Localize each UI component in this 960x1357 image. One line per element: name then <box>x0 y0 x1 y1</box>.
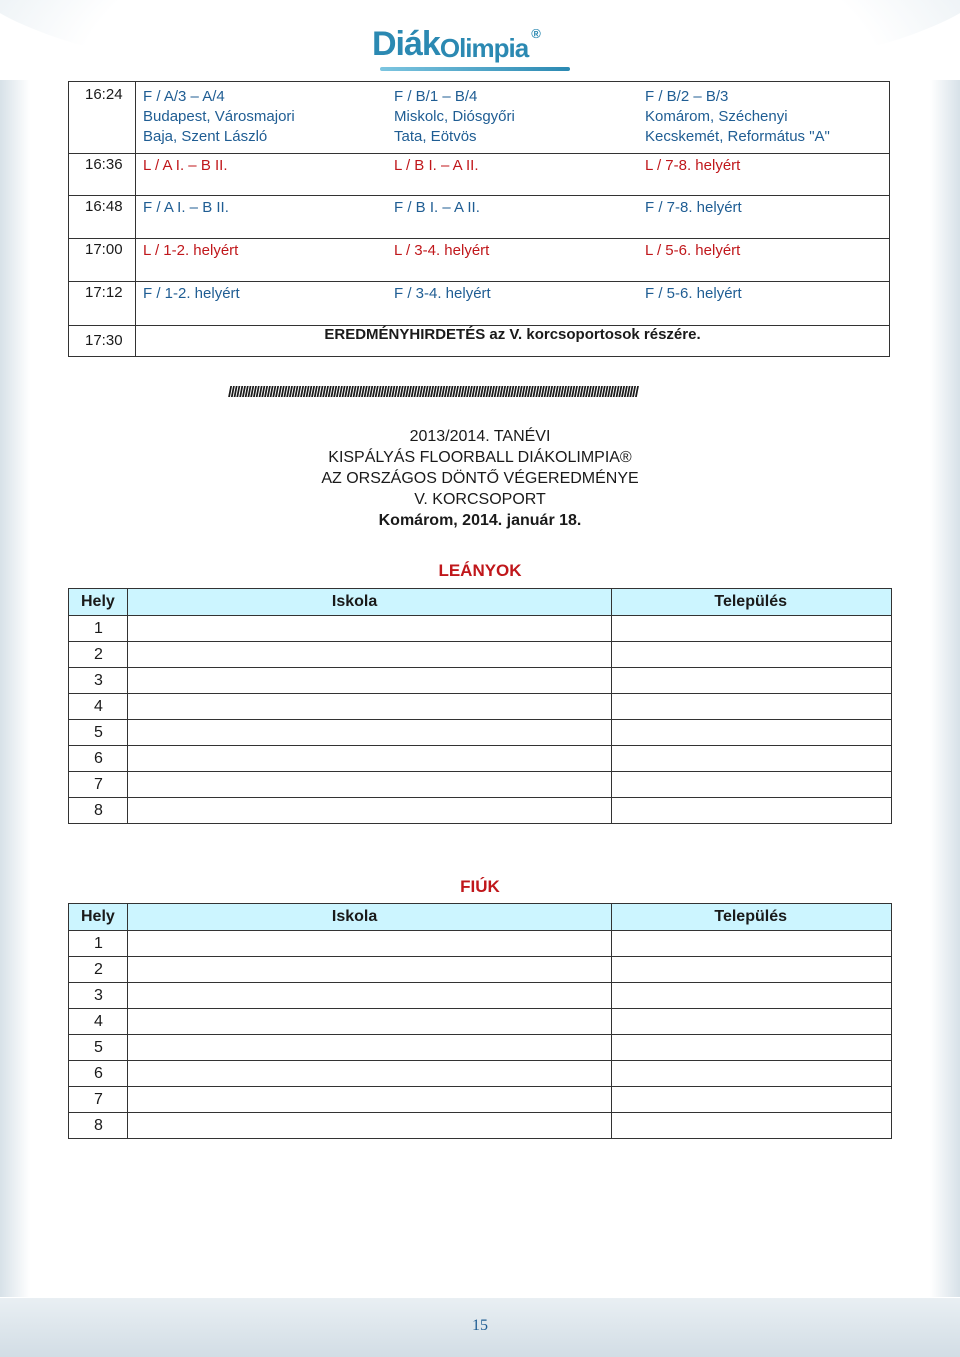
table-row <box>69 798 892 824</box>
table-row <box>69 642 892 668</box>
girls-header-row <box>69 589 892 616</box>
heading-place-date: Komárom, 2014. január 18. <box>378 512 582 529</box>
town-cell <box>612 957 892 983</box>
town-cell <box>612 798 892 824</box>
schedule-table <box>68 81 890 357</box>
place-cell: 5 <box>69 1035 128 1061</box>
school-cell <box>127 642 611 668</box>
schedule-time: 17:00 <box>69 239 136 282</box>
table-row <box>69 931 892 957</box>
town-cell <box>612 983 892 1009</box>
diakolimpia-logo <box>372 24 540 64</box>
match-cell <box>136 198 387 218</box>
school-cell <box>127 1087 611 1113</box>
schedule-matches <box>136 282 890 326</box>
school-cell <box>127 957 611 983</box>
match-cell <box>136 284 387 304</box>
place-cell: 4 <box>69 694 128 720</box>
place-cell: 2 <box>69 642 128 668</box>
schedule-row <box>69 282 890 326</box>
place-cell: 6 <box>69 746 128 772</box>
match-cell <box>136 241 387 261</box>
logo-part-b: O <box>439 33 460 63</box>
place-cell: 4 <box>69 1009 128 1035</box>
match-line: F / B/2 – B/3 <box>645 88 729 105</box>
logo-part-a: Diák <box>372 25 440 63</box>
right-decor-band <box>930 80 960 1297</box>
table-row <box>69 772 892 798</box>
match-cell <box>387 284 638 304</box>
schedule-time: 16:24 <box>69 82 136 154</box>
header-school: Iskola <box>127 589 611 616</box>
table-row <box>69 668 892 694</box>
school-cell <box>127 694 611 720</box>
match-cell <box>387 241 638 261</box>
schedule-row <box>69 196 890 239</box>
match-line: Miskolc, Diósgyőri <box>394 108 515 125</box>
match-line: Tata, Eötvös <box>394 128 477 145</box>
match-line: Kecskemét, Református "A" <box>645 128 830 145</box>
town-cell <box>612 720 892 746</box>
school-cell <box>127 1061 611 1087</box>
town-cell <box>612 746 892 772</box>
town-cell <box>612 1061 892 1087</box>
town-cell <box>612 1087 892 1113</box>
table-row <box>69 1061 892 1087</box>
table-row <box>69 1035 892 1061</box>
boys-results-table <box>68 903 892 1139</box>
match-line: F / B/1 – B/4 <box>394 88 478 105</box>
place-cell: 6 <box>69 1061 128 1087</box>
town-cell <box>612 772 892 798</box>
match-line: Budapest, Városmajori <box>143 108 295 125</box>
place-cell: 5 <box>69 720 128 746</box>
school-cell <box>127 616 611 642</box>
place-cell: 2 <box>69 957 128 983</box>
place-cell: 3 <box>69 668 128 694</box>
place-cell: 8 <box>69 798 128 824</box>
match-line: Baja, Szent László <box>143 128 268 145</box>
table-row <box>69 957 892 983</box>
school-cell <box>127 1113 611 1139</box>
match-cell <box>387 87 638 147</box>
heading-year: 2013/2014. TANÉVI <box>409 428 551 445</box>
girls-title: LEÁNYOK <box>438 561 522 580</box>
place-cell: 8 <box>69 1113 128 1139</box>
match-line: Komárom, Széchenyi <box>645 108 788 125</box>
header-town: Település <box>612 589 892 616</box>
table-row <box>69 1113 892 1139</box>
table-row <box>69 983 892 1009</box>
match-line: F / B I. – A II. <box>394 199 480 216</box>
separator-line: //////////////////////////////////////////////////////////////////////////////////////////////////////////////////////////////////////////////////// <box>228 384 638 401</box>
place-cell: 3 <box>69 983 128 1009</box>
match-cell <box>638 87 889 147</box>
schedule-row <box>69 82 890 154</box>
schedule-row <box>69 154 890 196</box>
match-line: L / 7-8. helyért <box>645 157 741 174</box>
match-cell <box>638 198 889 218</box>
town-cell <box>612 1009 892 1035</box>
school-cell <box>127 772 611 798</box>
school-cell <box>127 746 611 772</box>
match-line: F / A/3 – A/4 <box>143 88 225 105</box>
left-decor-band <box>0 80 30 1297</box>
schedule-time: 17:12 <box>69 282 136 326</box>
place-cell: 1 <box>69 616 128 642</box>
town-cell <box>612 931 892 957</box>
school-cell <box>127 983 611 1009</box>
match-line: F / 5-6. helyért <box>645 285 742 302</box>
header-town: Település <box>612 904 892 931</box>
match-cell <box>387 156 638 176</box>
boys-header-row <box>69 904 892 931</box>
place-cell: 7 <box>69 1087 128 1113</box>
table-row <box>69 616 892 642</box>
town-cell <box>612 668 892 694</box>
match-line: L / 3-4. helyért <box>394 242 490 259</box>
town-cell <box>612 642 892 668</box>
town-cell <box>612 616 892 642</box>
header-place: Hely <box>69 589 128 616</box>
table-row <box>69 1009 892 1035</box>
match-line: F / 1-2. helyért <box>143 285 240 302</box>
schedule-time: 17:30 <box>69 326 136 357</box>
match-line: F / 3-4. helyért <box>394 285 491 302</box>
results-announcement: EREDMÉNYHIRDETÉS az V. korcsoportosok részére. <box>136 326 890 357</box>
place-cell: 1 <box>69 931 128 957</box>
school-cell <box>127 1009 611 1035</box>
heading-final: AZ ORSZÁGOS DÖNTŐ VÉGEREDMÉNYE <box>321 470 639 487</box>
schedule-matches <box>136 154 890 196</box>
table-row <box>69 720 892 746</box>
logo-registered-mark: ® <box>531 26 540 41</box>
schedule-matches <box>136 239 890 282</box>
match-cell <box>638 156 889 176</box>
logo-part-c: limpia <box>459 33 529 63</box>
school-cell <box>127 798 611 824</box>
schedule-matches <box>136 196 890 239</box>
table-row <box>69 746 892 772</box>
town-cell <box>612 1113 892 1139</box>
schedule-row <box>69 239 890 282</box>
header-place: Hely <box>69 904 128 931</box>
header-school: Iskola <box>127 904 611 931</box>
match-cell <box>638 284 889 304</box>
results-heading <box>0 426 960 531</box>
schedule-row <box>69 326 890 357</box>
girls-results-table <box>68 588 892 824</box>
heading-age-group: V. KORCSOPORT <box>414 491 546 508</box>
match-line: L / A I. – B II. <box>143 157 228 174</box>
school-cell <box>127 931 611 957</box>
schedule-time: 16:48 <box>69 196 136 239</box>
page-number: 15 <box>472 1317 488 1334</box>
match-line: F / A I. – B II. <box>143 199 229 216</box>
match-line: F / 7-8. helyért <box>645 199 742 216</box>
logo-underline <box>380 67 570 71</box>
place-cell: 7 <box>69 772 128 798</box>
boys-title: FIÚK <box>460 877 500 896</box>
school-cell <box>127 1035 611 1061</box>
match-cell <box>136 87 387 147</box>
match-line: L / B I. – A II. <box>394 157 479 174</box>
table-row <box>69 694 892 720</box>
match-cell <box>638 241 889 261</box>
schedule-matches <box>136 82 890 154</box>
school-cell <box>127 720 611 746</box>
match-cell <box>387 198 638 218</box>
school-cell <box>127 668 611 694</box>
match-line: L / 1-2. helyért <box>143 242 239 259</box>
heading-event: KISPÁLYÁS FLOORBALL DIÁKOLIMPIA® <box>328 449 632 466</box>
match-cell <box>136 156 387 176</box>
town-cell <box>612 694 892 720</box>
town-cell <box>612 1035 892 1061</box>
schedule-time: 16:36 <box>69 154 136 196</box>
table-row <box>69 1087 892 1113</box>
match-line: L / 5-6. helyért <box>645 242 741 259</box>
